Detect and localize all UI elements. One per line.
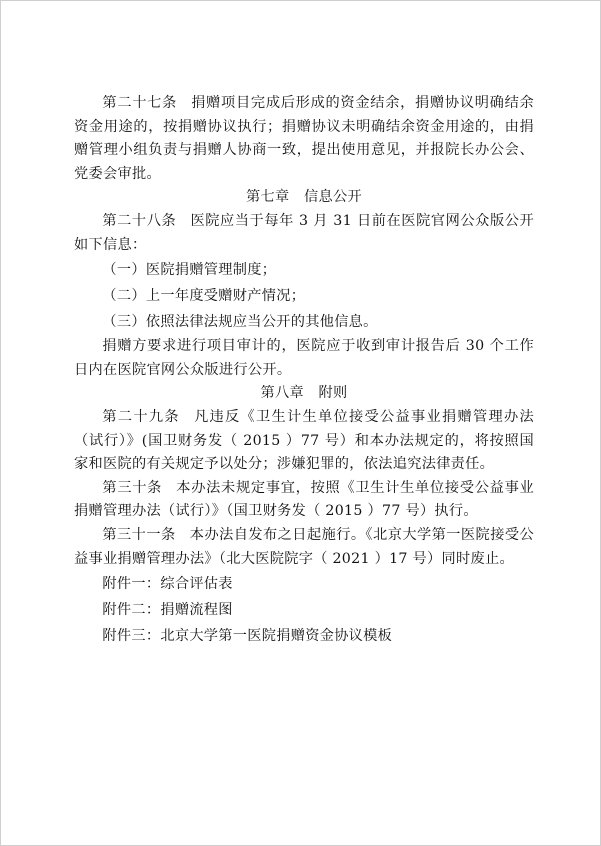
page-content (74, 92, 534, 649)
list-item: （一）医院捐赠管理制度； (102, 262, 277, 279)
attachment-item: 附件一：综合评估表 (102, 576, 233, 593)
chapter-heading: 第八章 附则 (260, 385, 348, 402)
list-item: （三）依照法律法规应当公开的其他信息。 (102, 314, 378, 331)
article-text: 本办法未规定事宜，按照《卫生计生单位接受公益事业捐赠管理办法（试行）》（国卫财务发（ 2015 ）77 号）执行。 (74, 479, 535, 520)
article-number: 第二十九条 (102, 408, 180, 425)
article-28 (74, 210, 534, 257)
article-30 (74, 477, 534, 524)
attachment-item: 附件二：捐赠流程图 (102, 602, 233, 619)
attachment-item: 附件三：北京大学第一医院捐赠资金协议模板 (102, 628, 393, 645)
article-number: 第三十条 (102, 479, 163, 496)
article-text: 医院应当于每年 3 月 31 日前在医院官网公众版公开如下信息： (74, 212, 534, 253)
article-number: 第二十七条 (102, 95, 178, 111)
article-number: 第二十八条 (102, 212, 177, 229)
plain-paragraph: 捐赠方要求进行项目审计的，医院应于收到审计报告后 30 个工作日内在医院官网公众版进行公开。 (74, 338, 534, 378)
chapter-heading: 第七章 信息公开 (246, 189, 362, 206)
article-text: 本办法自发布之日起施行。《北京大学第一医院接受公益事业捐赠管理办法》（北大医院院字（ 2021 ）17 号）同时废止。 (74, 526, 534, 567)
article-text: 凡违反《卫生计生单位接受公益事业捐赠管理办法（试行）》(国卫财务发（ 2015 ）77 号）和本办法规定的，将按照国家和医院的有关规定予以处分；涉嫌犯罪的，依法追究法律责任。 (74, 408, 534, 473)
article-31 (74, 524, 534, 571)
article-27 (74, 92, 534, 186)
article-number: 第三十一条 (102, 526, 176, 543)
article-text: 捐赠项目完成后形成的资金结余，捐赠协议明确结余资金用途的，按捐赠协议执行；捐赠协议未明确结余资金用途的，由捐赠管理小组负责与捐赠人协商一致，提出使用意见，并报院长办公会、党委会审批。 (74, 95, 534, 182)
article-29 (74, 406, 534, 477)
list-item: （二）上一年度受赠财产情况； (102, 288, 306, 305)
